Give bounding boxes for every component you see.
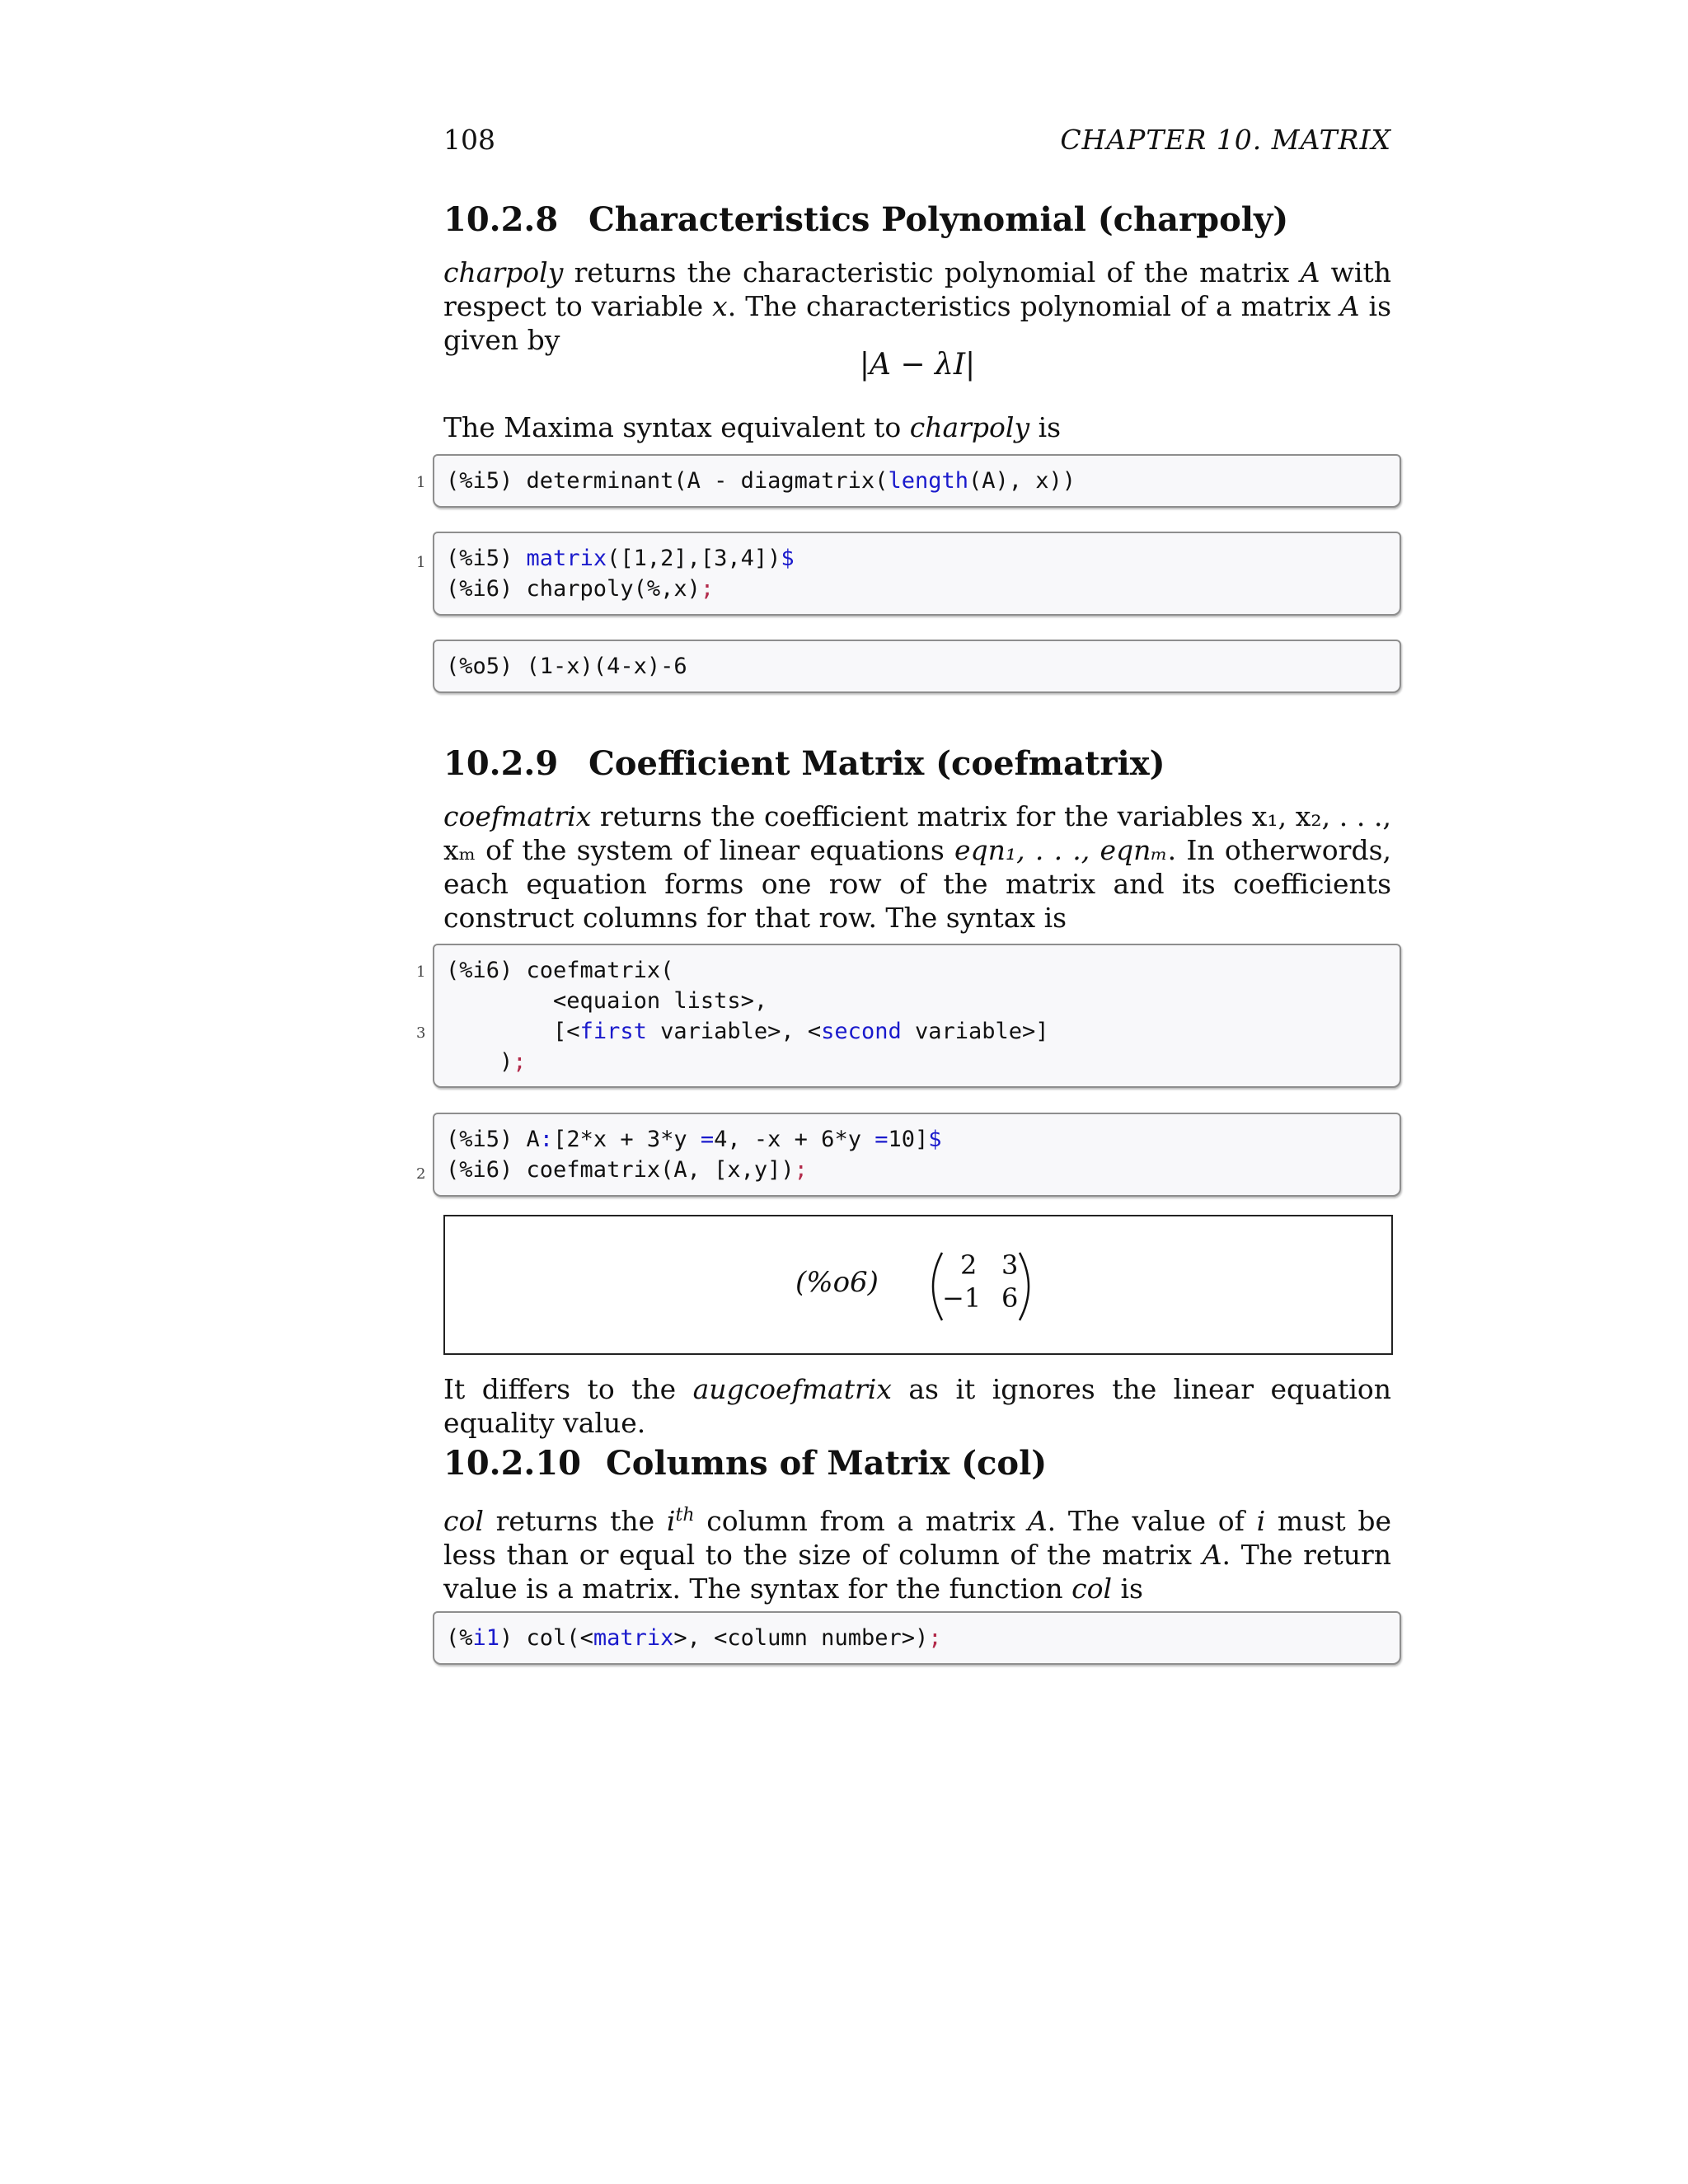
code-punct: =	[700, 1127, 715, 1152]
code-block-charpoly-syntax[interactable]	[416, 454, 1401, 508]
code-text: (%i6) charpoly(%,x)	[446, 576, 701, 602]
section-title: Characteristics Polynomial (charpoly)	[588, 200, 1289, 239]
code-line	[446, 576, 714, 602]
function-name: augcoefmatrix	[692, 1373, 892, 1405]
text: returns the coefficient matrix for the variables x₁, x₂, . . ., xₘ of the system of linear equations	[443, 800, 1391, 866]
code-punct: :	[539, 1127, 554, 1152]
text: is given by	[443, 290, 1392, 356]
function-name: col	[443, 1505, 484, 1537]
line-number: 1	[416, 474, 426, 491]
code-text: variable>, <	[646, 1019, 822, 1044]
code-line	[446, 1019, 1049, 1044]
code-block-coefmatrix-example[interactable]	[416, 1113, 1401, 1197]
matrix-cell: 6	[1001, 1282, 1019, 1314]
code-punct: ;	[794, 1157, 808, 1183]
section-title: Coefficient Matrix (coefmatrix)	[588, 744, 1165, 783]
code-block-col-syntax[interactable]	[433, 1611, 1401, 1665]
text: is	[1112, 1572, 1143, 1605]
charpoly-syntax-sentence	[443, 410, 1391, 444]
line-number: 1	[416, 963, 426, 981]
code-keyword: length	[888, 468, 968, 494]
math-var: eqn₁, . . ., eqnₘ	[954, 834, 1168, 866]
section-title: Columns of Matrix (col)	[605, 1444, 1048, 1483]
matrix-cell: −1	[942, 1282, 982, 1314]
text: . In otherwords, each equation forms one row of the matrix and its coefficients construct columns for that row. The syntax is	[443, 834, 1391, 934]
matrix-cell: 3	[1001, 1249, 1019, 1281]
code-text: (%	[446, 1625, 473, 1651]
code-keyword: matrix	[593, 1625, 674, 1651]
col-intro-paragraph	[443, 1498, 1391, 1605]
code-keyword: first	[579, 1019, 647, 1044]
code-line: <equaion lists>,	[446, 988, 768, 1014]
code-punct: ;	[513, 1049, 527, 1075]
math-var: A	[1339, 290, 1360, 322]
code-line	[446, 1157, 808, 1183]
code-line	[446, 1127, 942, 1152]
code-line: (%o5) (1-x)(4-x)-6	[446, 654, 687, 679]
function-name: charpoly	[443, 256, 564, 288]
page-number: 108	[443, 124, 495, 156]
code-keyword: second	[821, 1019, 902, 1044]
line-number: 3	[416, 1024, 426, 1042]
output-box-coefmatrix	[443, 1215, 1393, 1355]
output-label: (%o6)	[795, 1266, 879, 1299]
code-text: 10]	[888, 1127, 929, 1152]
code-punct: $	[781, 546, 795, 571]
section-number: 10.2.9	[443, 744, 559, 783]
text: It differs to the	[443, 1373, 693, 1405]
code-keyword: i1	[472, 1625, 500, 1651]
text: returns the characteristic polynomial of the matrix	[563, 256, 1301, 288]
code-block-coefmatrix-syntax[interactable]	[416, 944, 1401, 1088]
section-heading-coefmatrix	[443, 744, 1165, 783]
math-var: A	[1202, 1539, 1222, 1571]
code-line	[446, 1049, 527, 1075]
text: is	[1029, 411, 1062, 443]
coefmatrix-note	[443, 1372, 1391, 1440]
math-var: i	[1256, 1505, 1266, 1537]
code-text: [2*x + 3*y	[553, 1127, 701, 1152]
code-text: (A), x))	[968, 468, 1076, 494]
code-text: (%i6) coefmatrix(A, [x,y])	[446, 1157, 795, 1183]
code-text: ) col(<	[499, 1625, 593, 1651]
code-punct: ;	[700, 576, 715, 602]
text: as it ignores the linear equation equality value.	[443, 1373, 1391, 1439]
text: with respect to variable	[443, 256, 1391, 322]
function-name: col	[1071, 1572, 1112, 1605]
code-text: ([1,2],[3,4])	[607, 546, 781, 571]
code-text: (%i5) determinant(A - diagmatrix(	[446, 468, 889, 494]
line-number: 1	[416, 554, 426, 571]
text: . The return value is a matrix. The syntax for the function	[443, 1539, 1391, 1605]
line-number: 2	[416, 1165, 426, 1183]
math-var: A	[1300, 256, 1320, 288]
code-text: )	[446, 1049, 513, 1075]
code-line: (%i6) coefmatrix(	[446, 958, 674, 983]
coefmatrix-intro-paragraph	[443, 799, 1391, 935]
code-line	[446, 1625, 942, 1651]
code-punct: =	[874, 1127, 889, 1152]
code-text: >, <column number>)	[673, 1625, 929, 1651]
output-block-charpoly	[433, 640, 1401, 693]
running-title: CHAPTER 10. MATRIX	[1060, 124, 1391, 156]
section-heading-charpoly	[443, 200, 1288, 239]
code-text: 4, -x + 6*y	[714, 1127, 875, 1152]
text: column from a matrix	[694, 1505, 1028, 1537]
code-line	[446, 546, 795, 571]
superscript: th	[675, 1505, 695, 1526]
code-punct: $	[928, 1127, 942, 1152]
text: returns the	[483, 1505, 667, 1537]
section-heading-col	[443, 1444, 1047, 1483]
code-text: variable>]	[901, 1019, 1049, 1044]
code-line	[446, 468, 1076, 494]
code-block-charpoly-example[interactable]	[416, 532, 1401, 616]
code-text: (%i5) A	[446, 1127, 540, 1152]
section-number: 10.2.10	[443, 1444, 582, 1483]
text: must be less than or equal to the size of column of the matrix	[443, 1505, 1392, 1571]
math-var: i	[666, 1505, 676, 1537]
function-name: coefmatrix	[443, 800, 592, 832]
code-keyword: matrix	[526, 546, 607, 571]
section-number: 10.2.8	[443, 200, 559, 239]
text: The Maxima syntax equivalent to	[443, 411, 910, 443]
code-text: [<	[446, 1019, 580, 1044]
code-text: (%i5)	[446, 546, 527, 571]
result-matrix	[927, 1249, 1034, 1324]
math-var: A	[1027, 1505, 1048, 1537]
function-name: charpoly	[909, 411, 1030, 443]
text: . The value of	[1047, 1505, 1257, 1537]
math-var: x	[712, 290, 728, 322]
text: . The characteristics polynomial of a matrix	[727, 290, 1340, 322]
charpoly-intro-paragraph	[443, 255, 1391, 357]
matrix-cell: 2	[960, 1249, 978, 1281]
charpoly-formula: |A − λI|	[859, 348, 976, 382]
code-punct: ;	[928, 1625, 942, 1651]
